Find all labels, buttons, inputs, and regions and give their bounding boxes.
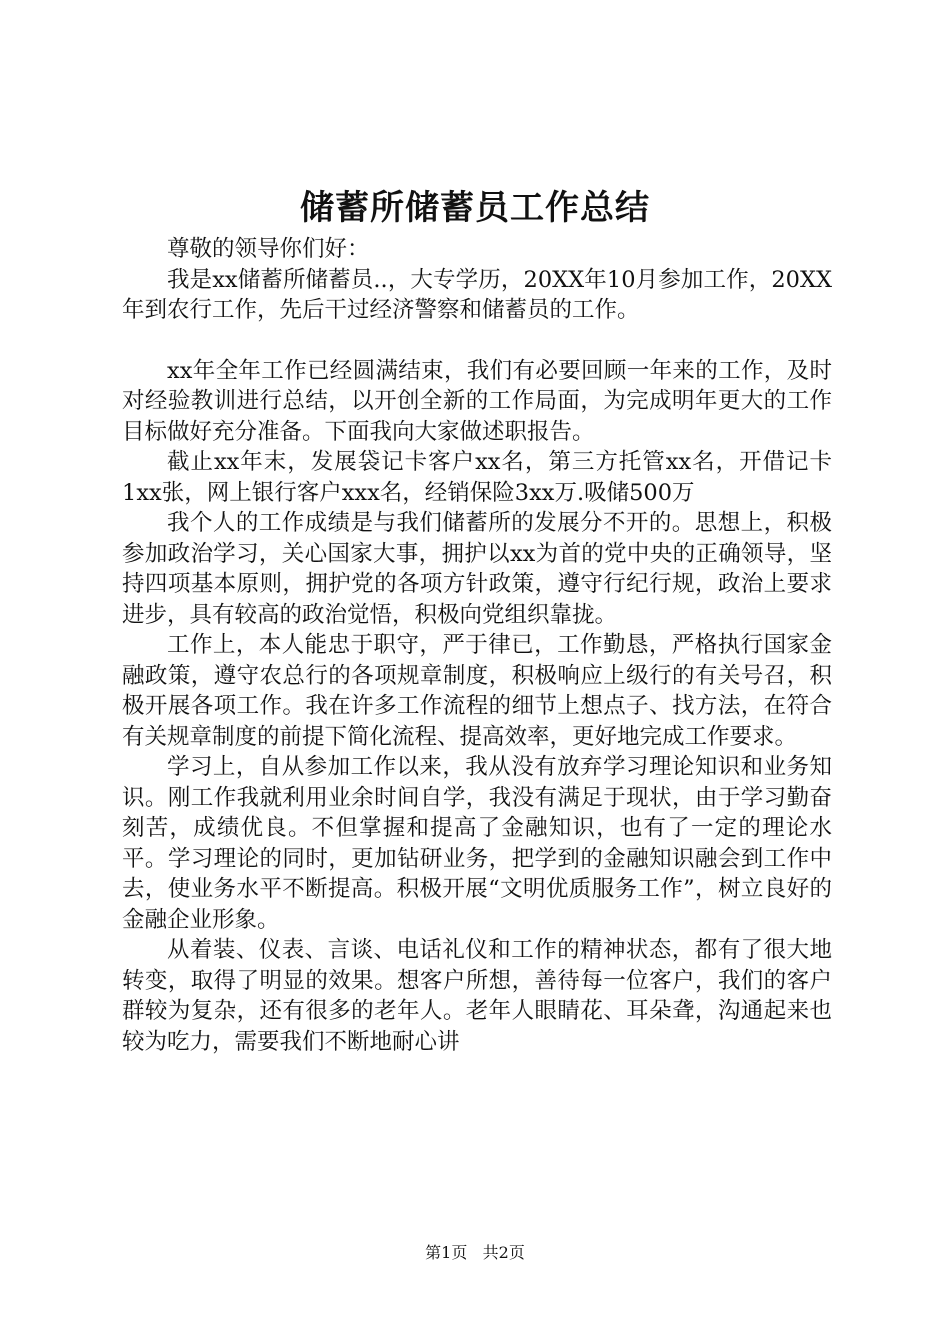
paragraph-year-review: xx年全年工作已经圆满结束，我们有必要回顾一年来的工作，及时对经验教训进行总结，以开创全新的工作局面，为完成明年更大的工作目标做好充分准备。下面我向大家做述职报告。 bbox=[122, 357, 832, 445]
paragraph-business-figures: 截止xx年末，发展袋记卡客户xx名，第三方托管xx名，开借记卡1xx张，网上银行客户xxx名，经销保险3xx万.吸储500万 bbox=[122, 449, 832, 506]
page-footer bbox=[0, 1241, 950, 1265]
paragraph-work-performance: 工作上，本人能忠于职守，严于律已，工作勤恳，严格执行国家金融政策，遵守农总行的各项规章制度，积极响应上级行的有关号召，积极开展各项工作。我在许多工作流程的细节上想点子、找方法，在符合有关规章制度的前提下简化流程、提高效率，更好地完成工作要求。 bbox=[122, 632, 832, 750]
page-separator bbox=[472, 1243, 477, 1262]
page-number: 第1页 bbox=[425, 1243, 468, 1262]
paragraph-greeting: 尊敬的领导你们好： bbox=[167, 236, 370, 262]
document-body bbox=[122, 234, 832, 1057]
paragraph-study: 学习上，自从参加工作以来，我从没有放弃学习理论知识和业务知识。刚工作我就利用业余时间自学，我没有满足于现状，由于学习勤奋刻苦，成绩优良。不但掌握和提高了金融知识，也有了一定的理论水平。学习理论的同时，更加钻研业务，把学到的金融知识融会到工作中去，使业务水平不断提高。积极开展“文明优质服务工作”，树立良好的金融企业形象。 bbox=[122, 754, 832, 933]
paragraph-service-attitude: 从着装、仪表、言谈、电话礼仪和工作的精神状态，都有了很大地转变，取得了明显的效果。想客户所想，善待每一位客户，我们的客户群较为复杂，还有很多的老年人。老年人眼睛花、耳朵聋，沟通起来也较为吃力，需要我们不断地耐心讲 bbox=[122, 937, 832, 1055]
paragraph-political-thought: 我个人的工作成绩是与我们储蓄所的发展分不开的。思想上，积极参加政治学习，关心国家大事，拥护以xx为首的党中央的正确领导，坚持四项基本原则，拥护党的各项方针政策，遵守行纪行规，政治上要求进步，具有较高的政治觉悟，积极向党组织靠拢。 bbox=[122, 510, 832, 628]
page-total: 共2页 bbox=[482, 1243, 525, 1262]
paragraph-introduction: 我是xx储蓄所储蓄员..，大专学历，20XX年10月参加工作，20XX年到农行工作，先后干过经济警察和储蓄员的工作。 bbox=[122, 266, 832, 323]
document-title: 储蓄所储蓄员工作总结 bbox=[300, 188, 650, 228]
